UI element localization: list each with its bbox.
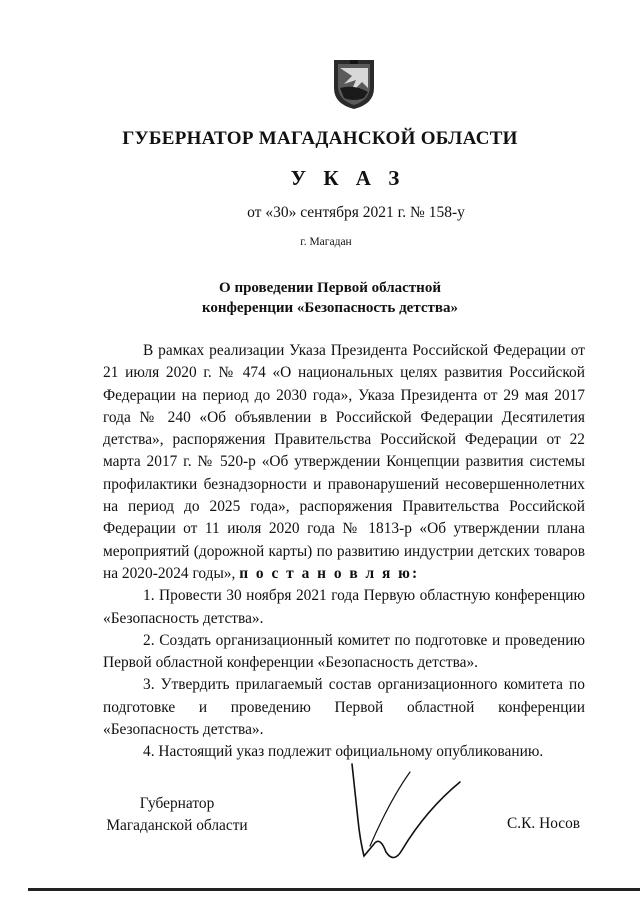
decree-date-number: от «30» сентября 2021 г. № 158-у [247, 204, 465, 221]
signatory-role-line-2: Магаданской области [106, 817, 248, 834]
signatory-position [102, 793, 252, 837]
preamble-text: В рамках реализации Указа Президента Российской Федерации от 21 июля 2020 г. № 474 «О национальных целях развития Российской Федерации на период до 2030 года», Указа Президента от 29 мая 2017 года № 240 «Об объявлении в Российской Федерации Десятилетия детства», распоряжения Правительства Российской Федерации от 22 марта 2017 г. № 520-р «Об утверждении Концепции развития системы профилактики безнадзорности и правонарушений несовершеннолетних на период до 2025 года», распоряжения Правительства Российской Федерации от 11 июля 2020 года № 1813-р «Об утверждении плана мероприятий (дорожной карты) по развитию индустрии детских товаров на 2020-2024 годы», [103, 342, 585, 582]
subject-line-2: конференции «Безопасность детства» [201, 300, 459, 316]
signatory-name: С.К. Носов [507, 815, 581, 832]
resolve-word: п о с т а н о в л я ю: [239, 564, 420, 582]
decree-item-1: 1. Провести 30 ноября 2021 года Первую областную конференцию «Безопасность детства». [103, 587, 585, 627]
scan-bottom-edge [28, 888, 640, 891]
subject-line-1: О проведении Первой областной [219, 280, 441, 296]
city-label: г. Магадан [300, 236, 352, 248]
decree-title: У К А З [290, 166, 406, 190]
decree-item-2: 2. Создать организационный комитет по подготовке и проведению Первой областной конференции «Безопасность детства». [103, 631, 585, 672]
issuer-title: ГУБЕРНАТОР МАГАДАНСКОЙ ОБЛАСТИ [122, 128, 518, 149]
signatory-role-line-1: Губернатор [139, 795, 215, 812]
decree-subject [10, 278, 640, 318]
decree-item-3: 3. Утвердить прилагаемый состав организационного комитета по подготовке и проведению Первой областной конференции «Безопасность детства». [103, 676, 585, 739]
preamble-paragraph [103, 340, 585, 585]
coat-of-arms-emblem [330, 58, 378, 110]
decree-item-4: 4. Настоящий указ подлежит официальному опубликованию. [143, 743, 544, 761]
decree-body [103, 340, 585, 764]
handwritten-signature [350, 760, 480, 870]
